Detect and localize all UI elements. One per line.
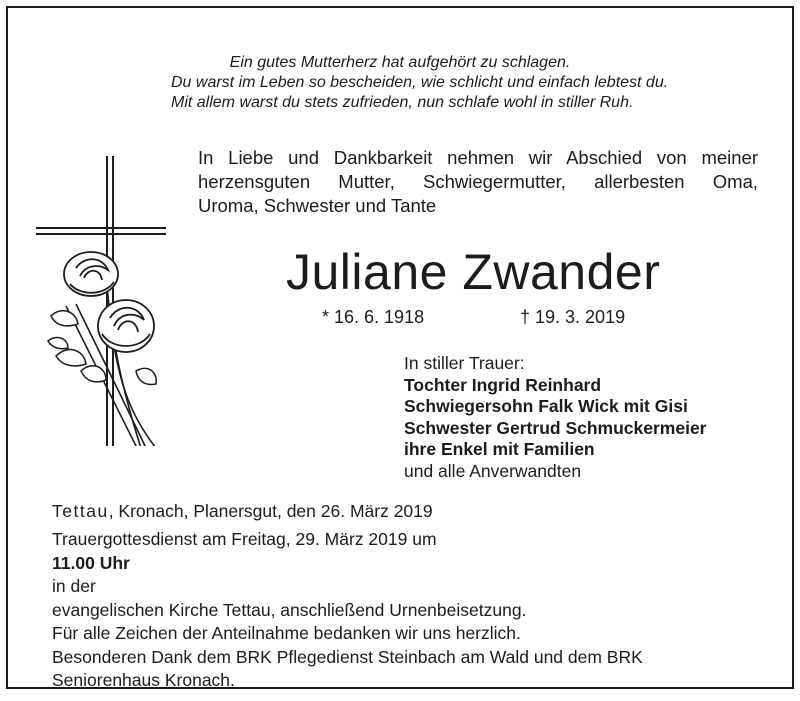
deceased-name: Juliane Zwander <box>286 244 661 300</box>
mourners-closing: und alle Anverwandten <box>404 460 582 481</box>
poem <box>8 53 792 113</box>
place-and-date <box>52 501 433 522</box>
service-info <box>52 528 643 693</box>
poem-line-3: Mit allem warst du stets zufrieden, nun schlafe wohl in stiller Ruh. <box>171 94 634 111</box>
death-date: † 19. 3. 2019 <box>520 307 626 327</box>
obituary-notice <box>6 6 794 689</box>
thanks-line: Für alle Zeichen der Anteilnahme bedanken wir uns herzlich. <box>52 623 521 643</box>
mourners-heading: In stiller Trauer: <box>404 353 525 373</box>
place-date-rest: , Kronach, Planersgut, den 26. März 2019 <box>108 501 433 521</box>
special-thanks-line-2: Seniorenhaus Kronach. <box>52 670 235 690</box>
service-line-1-text: Trauergottesdienst am Freitag, 29. März 2019 um <box>52 529 437 549</box>
mourner-name: Schwiegersohn Falk Wick mit Gisi <box>404 396 688 416</box>
birth-date: * 16. 6. 1918 <box>322 307 425 327</box>
service-line-1 <box>52 528 643 599</box>
cross-with-roses-icon <box>36 156 166 446</box>
intro-line-3: Uroma, Schwester und Tante <box>198 195 437 216</box>
intro-text <box>198 146 758 218</box>
poem-line-2: Du warst im Leben so bescheiden, wie schlicht und einfach lebtest du. <box>171 74 669 91</box>
poem-line-1: Ein gutes Mutterherz hat aufgehört zu schlagen. <box>229 54 571 71</box>
service-line-1-end: in der <box>52 576 96 596</box>
mourner-name: ihre Enkel mit Familien <box>404 439 595 459</box>
special-thanks-line: Besonderen Dank dem BRK Pflegedienst Steinbach am Wald und dem BRK <box>52 646 643 667</box>
service-time: 11.00 Uhr <box>52 552 130 573</box>
town-name: Tettau <box>52 501 109 521</box>
service-line-2: evangelischen Kirche Tettau, anschließend Urnenbeisetzung. <box>52 599 527 620</box>
mourners-block <box>404 353 707 482</box>
mourner-name: Schwester Gertrud Schmuckermeier <box>404 417 707 438</box>
intro-line-2: herzensguten Mutter, Schwiegermutter, allerbesten Oma, <box>198 171 758 192</box>
mourner-name: Tochter Ingrid Reinhard <box>404 374 602 395</box>
intro-line-1: In Liebe und Dankbarkeit nehmen wir Abschied von meiner <box>198 147 758 168</box>
